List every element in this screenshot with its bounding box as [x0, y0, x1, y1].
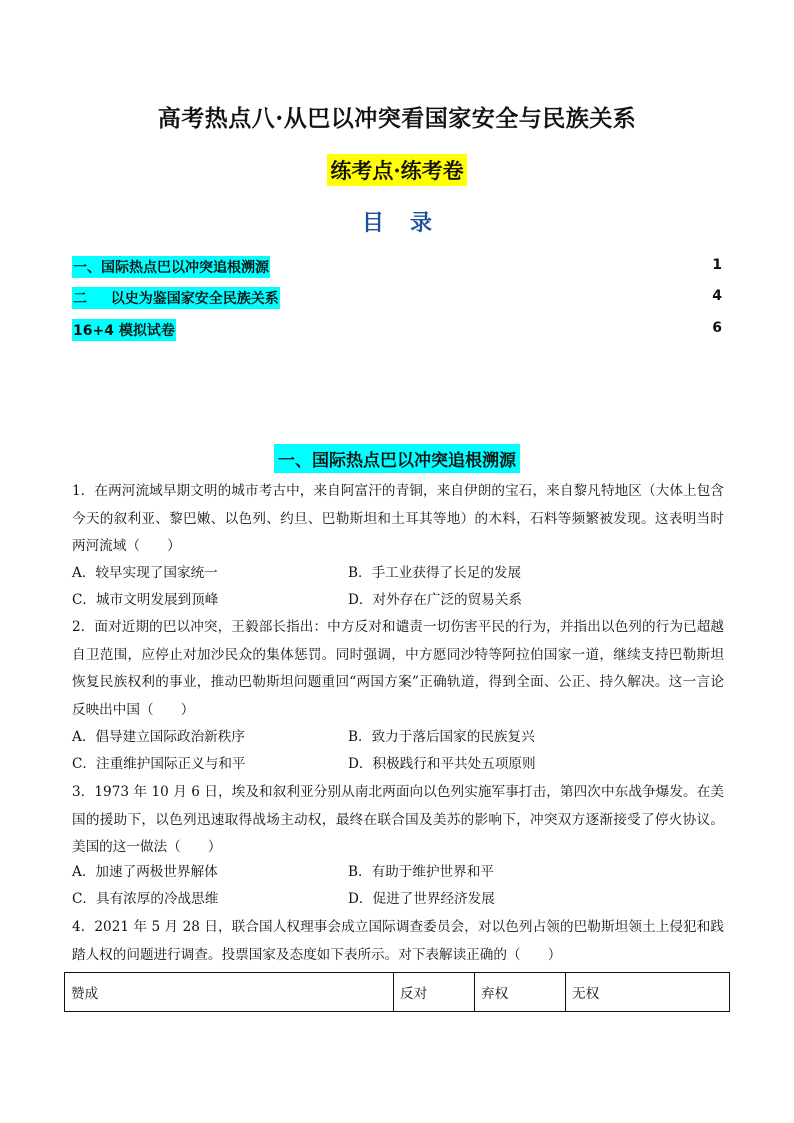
toc-item-label[interactable]: 16+4 模拟试卷: [72, 319, 176, 341]
toc-item-label[interactable]: 二 以史为鉴国家安全民族关系: [72, 287, 280, 309]
option-b[interactable]: B．有助于维护世界和平: [348, 864, 494, 880]
toc-item-page: 6: [712, 320, 722, 336]
option-c[interactable]: C．注重维护国际正义与和平: [72, 756, 246, 772]
option-c[interactable]: C．城市文明发展到顶峰: [72, 592, 219, 608]
vote-table: [64, 972, 730, 1012]
table-header-cell: 无权: [566, 973, 730, 1012]
option-c[interactable]: C．具有浓厚的冷战思维: [72, 891, 219, 907]
subtitle-container: [0, 154, 794, 186]
option-a[interactable]: A．较早实现了国家统一: [72, 565, 218, 581]
option-a[interactable]: A．加速了两极世界解体: [72, 864, 218, 880]
section-heading: 一、国际热点巴以冲突追根溯源: [274, 444, 520, 473]
option-b[interactable]: B．致力于落后国家的民族复兴: [348, 729, 535, 745]
option-d[interactable]: D．对外存在广泛的贸易关系: [348, 592, 523, 608]
table-header-cell: 赞成: [65, 973, 394, 1012]
toc-item-label[interactable]: 一、国际热点巴以冲突追根溯源: [72, 256, 270, 278]
document-subtitle: 练考点·练考卷: [327, 154, 466, 186]
document-title: 高考热点八·从巴以冲突看国家安全与民族关系: [157, 105, 637, 132]
option-d[interactable]: D．促进了世界经济发展: [348, 891, 495, 907]
question-stem: 1．在两河流域早期文明的城市考古中，来自阿富汗的青铜，来自伊朗的宝石，来自黎凡特地区（大体上包含今天的叙利亚、黎巴嫩、以色列、约旦、巴勒斯坦和土耳其等地）的木料，石料等频繁被发现。这表明当时两河流域（ ）: [72, 483, 724, 554]
question-stem: 4．2021 年 5 月 28 日，联合国人权理事会成立国际调查委员会，对以色列占领的巴勒斯坦领土上侵犯和践踏人权的问题进行调查。投票国家及态度如下表所示。对下表解读正确的（ ）: [72, 919, 724, 963]
question-stem: 3．1973 年 10 月 6 日，埃及和叙利亚分别从南北两面向以色列实施军事打击，第四次中东战争爆发。在美国的援助下，以色列迅速取得战场主动权，最终在联合国及美苏的影响下，冲突双方逐渐接受了停火协议。美国的这一做法（ ）: [72, 784, 724, 855]
option-d[interactable]: D．积极践行和平共处五项原则: [348, 756, 536, 772]
toc-heading: 目录: [361, 210, 458, 236]
option-a[interactable]: A．倡导建立国际政治新秩序: [72, 729, 245, 745]
toc-item[interactable]: [72, 256, 722, 278]
table-header-cell: 弃权: [475, 973, 566, 1012]
toc-item[interactable]: [72, 319, 722, 341]
toc-item[interactable]: [72, 287, 722, 309]
option-b[interactable]: B．手工业获得了长足的发展: [348, 565, 522, 581]
section-heading-container: [0, 444, 794, 473]
table-header-cell: 反对: [394, 973, 475, 1012]
table-row: [65, 973, 730, 1012]
toc-item-page: 4: [712, 288, 722, 304]
toc-item-page: 1: [712, 257, 722, 273]
question-stem: 2．面对近期的巴以冲突，王毅部长指出：中方反对和谴责一切伤害平民的行为，并指出以色列的行为已超越自卫范围，应停止对加沙民众的集体惩罚。同时强调，中方愿同沙特等阿拉伯国家一道，继续支持巴勒斯坦恢复民族权利的事业，推动巴勒斯坦问题重回“两国方案”正确轨道，得到全面、公正、持久解决。这一言论反映出中国（ ）: [72, 619, 724, 718]
